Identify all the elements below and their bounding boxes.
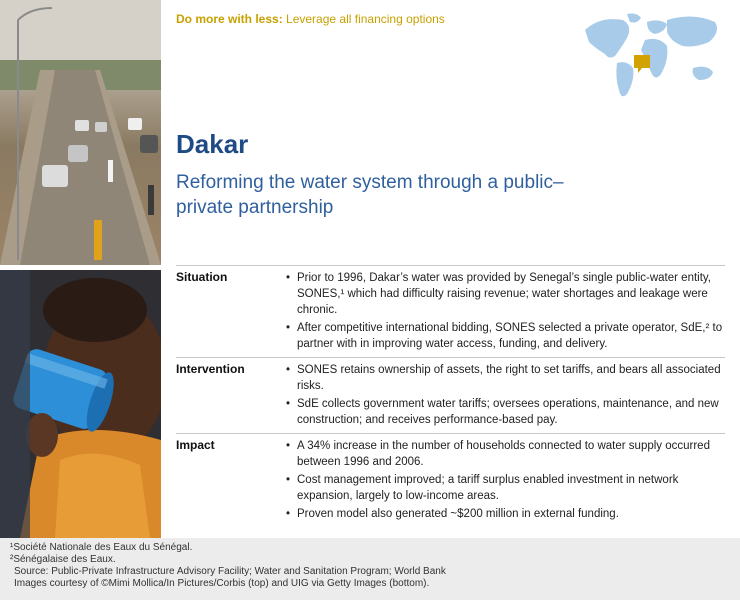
list-item: • SONES retains ownership of assets, the right to set tariffs, and bears all associated risks. — [286, 362, 725, 394]
footnote-2: ²Sénégalaise des Eaux. — [10, 554, 116, 565]
footnote-1: ¹Société Nationale des Eaux du Sénégal. — [10, 542, 193, 553]
image-credits: Images courtesy of ©Mimi Mollica/In Pictures/Corbis (top) and UIG via Getty Images (bottom). — [14, 578, 430, 589]
source-note: Source: Public-Private Infrastructure Advisory Facility; Water and Sanitation Program; World Bank — [14, 566, 446, 577]
tagline-rest: Leverage all financing options — [282, 12, 445, 26]
street-photo — [0, 0, 161, 265]
location-marker-icon — [634, 55, 650, 73]
list-item: • A 34% increase in the number of households connected to water supply occurred between 1996 and 2006. — [286, 438, 725, 470]
row-label-intervention: Intervention — [176, 362, 245, 376]
case-table — [176, 265, 725, 527]
world-map-icon — [575, 8, 725, 108]
page-title: Dakar — [176, 129, 249, 159]
bullet-list — [286, 266, 725, 357]
table-row — [176, 358, 725, 434]
list-item: • SdE collects government water tariffs; oversees operations, maintenance, and new construction; and receives performance-based pay. — [286, 396, 725, 428]
bullet-list — [286, 358, 725, 433]
list-item: • Proven model also generated ~$200 million in external funding. — [286, 506, 725, 522]
child-drinking-photo — [0, 270, 161, 538]
row-label-impact: Impact — [176, 438, 215, 452]
bullet-list — [286, 434, 725, 527]
page-subtitle: Reforming the water system through a public–private partnership — [176, 172, 564, 218]
table-row — [176, 265, 725, 358]
tagline-bold: Do more with less: — [176, 12, 283, 26]
footnotes — [0, 538, 740, 600]
row-label-situation: Situation — [176, 270, 228, 284]
list-item: • After competitive international bidding, SONES selected a private operator, SdE,² to partner with in improving water access, funding, and delivery. — [286, 320, 725, 352]
list-item: • Cost management improved; a tariff surplus enabled investment in network expansion, largely to low-income areas. — [286, 472, 725, 504]
tagline — [176, 12, 445, 26]
list-item: • Prior to 1996, Dakar’s water was provided by Senegal’s single public-water entity, SONES,¹ which had difficulty raising revenue; water shortages and leakage were chronic. — [286, 270, 725, 318]
table-row — [176, 434, 725, 527]
